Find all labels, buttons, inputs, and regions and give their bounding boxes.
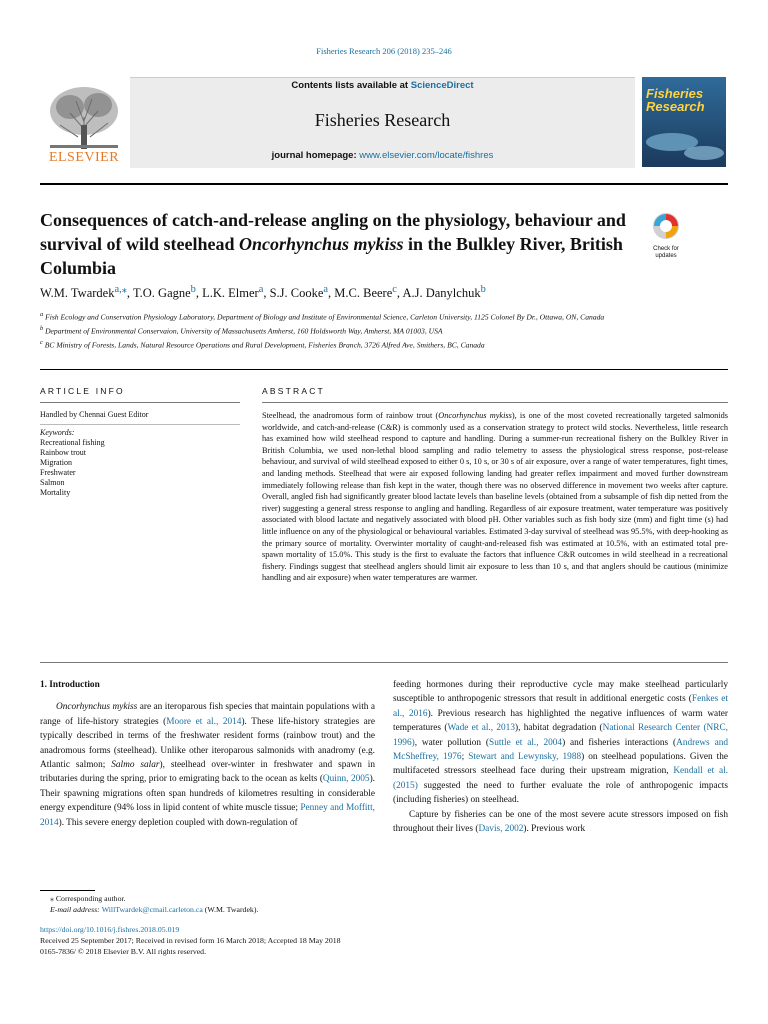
author-affiliation-mark[interactable]: c: [392, 284, 397, 295]
abstract-part: Steelhead, the anadromous form of rainbow trout (: [262, 411, 439, 420]
footnote-rule: [40, 890, 95, 891]
text-run: , water pollution (: [414, 737, 490, 748]
author-name: A.J. Danylchuk: [402, 286, 481, 301]
corresponding-author-note: [40, 893, 258, 904]
author-name: M.C. Beere: [334, 286, 393, 301]
text-run: Capture by fisheries can be one of the most severe acute stressors imposed on fish throughout their lives (: [393, 809, 728, 835]
intro-paragraph: [393, 808, 728, 837]
doi-link[interactable]: https://doi.org/10.1016/j.fishres.2018.05.019: [40, 925, 180, 934]
text-run: suggested the need to further evaluate the role of anthropogenic impacts (including fisheries) on steelhead.: [393, 780, 728, 806]
email-suffix: (W.M. Twardek).: [202, 905, 259, 914]
keyword: Rainbow trout: [40, 448, 86, 457]
affiliation-text: Department of Environmental Conservaion, University of Massachusetts Amherst, 160 Holdsworth Way, Amherst, MA 01003, USA: [45, 326, 443, 336]
author[interactable]: [270, 286, 335, 300]
homepage-link[interactable]: www.elsevier.com/locate/fishres: [359, 150, 494, 161]
journal-cover-thumbnail[interactable]: [642, 77, 726, 167]
crossmark-icon: [644, 211, 688, 241]
homepage-line: [130, 150, 635, 161]
abstract-heading: ABSTRACT: [262, 386, 325, 396]
author-name: T.O. Gagne: [132, 286, 191, 301]
text-run: ;: [461, 752, 469, 763]
text-run: ) on steelhead populations. Given the multifaceted stressors steelhead face during their upstream migration,: [393, 752, 728, 777]
introduction-heading: 1. Introduction: [40, 680, 100, 690]
affiliation-mark: b: [40, 325, 44, 333]
header-rule: [40, 183, 728, 185]
email-note: [40, 904, 258, 915]
cover-title: [646, 87, 705, 113]
body-column-left: [40, 678, 375, 830]
citation-link[interactable]: Andrews and McSheffrey, 1976: [393, 737, 728, 763]
footnote-text: Corresponding author.: [53, 894, 126, 903]
affiliation-mark: c: [40, 339, 43, 347]
citation-link[interactable]: Quinn, 2005: [322, 774, 370, 785]
author-affiliation-mark[interactable]: a,⁎: [114, 284, 127, 295]
keyword: Salmon: [40, 478, 65, 487]
species-name: Oncorhynchus mykiss: [56, 702, 138, 713]
citation-link[interactable]: Wade et al., 2013: [447, 723, 515, 734]
title-species: Oncorhynchus mykiss: [239, 234, 404, 254]
title-text-1: Consequences of catch-and-release angling on the physiology, behaviour and survival of wild steelhead: [40, 210, 626, 254]
affiliation-mark: a: [40, 311, 44, 318]
text-run: are an iteroparous fish species that maintain populations with a range of life-history strategies (: [40, 702, 375, 727]
article-info-rule: [40, 402, 240, 403]
abstract-text: [262, 410, 728, 584]
article-metadata: [40, 924, 341, 957]
footnote: [40, 893, 258, 915]
title-text-2: in the Bulkley River, British Columbia: [40, 234, 623, 278]
keywords-list: [40, 438, 105, 498]
citation-link[interactable]: Penney and Moffitt, 2014: [40, 803, 375, 828]
affiliation: [40, 309, 730, 323]
affiliation: [40, 337, 730, 351]
homepage-label: journal homepage:: [271, 150, 360, 161]
cover-fish-image: [642, 117, 726, 167]
received-dates: Received 25 September 2017; Received in revised form 16 March 2018; Accepted 18 May 2018: [40, 936, 341, 945]
text-run: ), habitat degradation (: [514, 723, 603, 734]
author[interactable]: [40, 286, 133, 300]
email-label: E-mail address:: [50, 905, 102, 914]
footnote-mark: ⁎: [50, 894, 54, 903]
abstract-rule: [262, 402, 728, 403]
author-list: [40, 283, 730, 301]
affiliation-text: BC Ministry of Forests, Lands, Natural Resource Operations and Rural Development, Fisheries Branch, 3726 Alfred Ave, Smithers, BC, Canada: [44, 340, 485, 350]
handled-by: Handled by Chennai Guest Editor: [40, 410, 149, 419]
keyword: Freshwater: [40, 468, 76, 477]
text-run: ). Previous work: [523, 824, 586, 835]
author-affiliation-mark[interactable]: a: [323, 284, 329, 295]
author-separator: ,: [126, 286, 133, 301]
intro-paragraph-continued: [393, 678, 728, 808]
abstract-bottom-rule: [40, 662, 728, 663]
author-separator: ,: [328, 286, 335, 301]
article-info-divider: [40, 424, 240, 425]
species-name: Salmo salar: [111, 760, 160, 771]
section-rule: [40, 369, 728, 370]
copyright-notice: 0165-7836/ © 2018 Elsevier B.V. All rights reserved.: [40, 947, 207, 956]
text-run: ). This severe energy depletion coupled with down-regulation of: [58, 817, 298, 828]
citation-link[interactable]: Davis, 2002: [478, 824, 524, 835]
text-run: ). Their spawning migrations often span hundreds of kilometres resulting in considerable energy expenditure (94% loss in lipid content of white muscle tissue;: [40, 774, 375, 814]
email-link[interactable]: WillTwardek@cmail.carleton.ca: [101, 905, 203, 914]
author[interactable]: [133, 286, 202, 300]
author-separator: ,: [396, 286, 403, 301]
keywords-label: Keywords:: [40, 428, 75, 437]
citation-link[interactable]: National Research Center (NRC, 1996): [393, 723, 728, 748]
author-separator: ,: [263, 286, 270, 301]
author-affiliation-mark[interactable]: b: [480, 284, 486, 295]
body-column-right: [393, 678, 728, 836]
affiliation: [40, 323, 730, 337]
elsevier-wordmark: ELSEVIER: [48, 150, 120, 165]
contents-line: [130, 80, 635, 91]
abstract-species: Oncorhynchus mykiss: [438, 411, 512, 420]
text-run: ). These life-history strategies are typically described in terms of the freshwater resident forms (rainbow trout) and the anadromous forms (steelhead). Unlike other iteroparous salmonids with anadromy (e.g. Atlantic salmon;: [40, 716, 376, 771]
sciencedirect-link[interactable]: ScienceDirect: [410, 80, 474, 91]
article-title: [40, 208, 630, 280]
author-separator: ,: [195, 286, 203, 301]
crossmark-line2: updates: [655, 253, 677, 259]
author[interactable]: [202, 286, 269, 300]
author-affiliation-mark[interactable]: a: [258, 284, 264, 295]
citation-link[interactable]: Moore et al., 2014: [166, 716, 242, 727]
citation-link[interactable]: Kendall et al. (2015): [393, 766, 728, 791]
author[interactable]: [402, 286, 485, 300]
text-run: ), steelhead over-winter in freshwater and spawn in tributaries during the spring, prior to emigrating back to the ocean as kelts (: [40, 760, 375, 785]
keyword: Recreational fishing: [40, 438, 105, 447]
crossmark-line1: Check for: [653, 246, 679, 252]
crossmark-label: [644, 246, 688, 260]
author-affiliation-mark[interactable]: b: [190, 284, 196, 295]
journal-name: Fisheries Research: [314, 110, 451, 130]
author-name: W.M. Twardek: [40, 286, 115, 301]
check-for-updates-badge[interactable]: [644, 211, 688, 261]
text-run: feeding hormones during their reproductive cycle may make steelhead particularly susceptible to anthropogenic stressors that result in additional energetic costs (: [393, 680, 728, 705]
cover-title-line1: Fisheries: [646, 86, 704, 101]
text-run: ). Previous research has highlighted the negative influences of warm water temperatures (: [393, 708, 728, 734]
abstract-part: ), is one of the most coveted recreationally targeted salmonids worldwide, and catch-and-release (C&R) is commonly used as a conservation strategy to protect wild stocks. Nevertheless, little research has examined how wild steelhead respond to capture and handling. During a summer-run recreational fishery on the Bulkley River in British Columbia, we used non-lethal blood sampling and radio telemetry to assess the physiological stress response, post-release behaviour, and survival of wild steelhead exposed to either 0 s, 10 s, or 30 s of air exposure, over a range of water temperatures, fight times, and landing methods. Steelhead that were air exposed following landing had greater reflex impairment and moved further downstream immediately following release than fish kept in the water, though there was no observed difference in movement two weeks after capture. Overall, angled fish had significantly greater blood lactate levels than baseline levels (obtained from a subsample of fish dip netted from the river) suggesting a general stress response to angling and handling. Regardless of air exposure treatment, water temperature was positively associated with blood lactate and negatively associated with blood pH. Other variables such as fish body size (mm) and fight time (s) had little influence on any of the physiological or behavioural variables. Estimated 3-day survival of steelhead was 95.5%, with deep-hooking as the primary source of mortality. Overwinter mortality of caught-and-released fish was estimated at 10.5%, with an estimated total pre-spawn mortality of 15.0%. This study is the first to evaluate the factors that influence C&R outcomes in wild steelhead in a recreational fishery. Findings suggest that steelhead anglers should limit air exposure to less than 10 s, and that anglers should be cautious (minimize handling and air exposure) when water temperatures are warmer.: [262, 411, 729, 583]
intro-paragraph: [40, 700, 375, 830]
keyword: Migration: [40, 458, 72, 467]
affiliation-text: Fish Ecology and Conservation Physiology Laboratory, Department of Biology and Institute of Environmental Science, Carleton University, 1125 Colonel By Dr., Ottawa, ON, Canada: [45, 312, 605, 322]
article-info-heading: ARTICLE INFO: [40, 386, 125, 396]
journal-reference[interactable]: Fisheries Research 206 (2018) 235–246: [316, 46, 452, 56]
affiliations: [40, 309, 730, 351]
author-name: L.K. Elmer: [202, 286, 259, 301]
contents-prefix: Contents lists available at: [291, 80, 411, 91]
text-run: ) and fisheries interactions (: [562, 737, 677, 748]
author[interactable]: [334, 286, 402, 300]
cover-title-line2: Research: [646, 99, 705, 114]
citation-link[interactable]: Stewart and Lewynsky, 1988: [468, 752, 582, 763]
citation-link[interactable]: Suttle et al., 2004: [489, 737, 563, 748]
author-name: S.J. Cooke: [269, 286, 324, 301]
keyword: Mortality: [40, 488, 71, 497]
citation-link[interactable]: Fenkes et al., 2016: [393, 694, 729, 719]
